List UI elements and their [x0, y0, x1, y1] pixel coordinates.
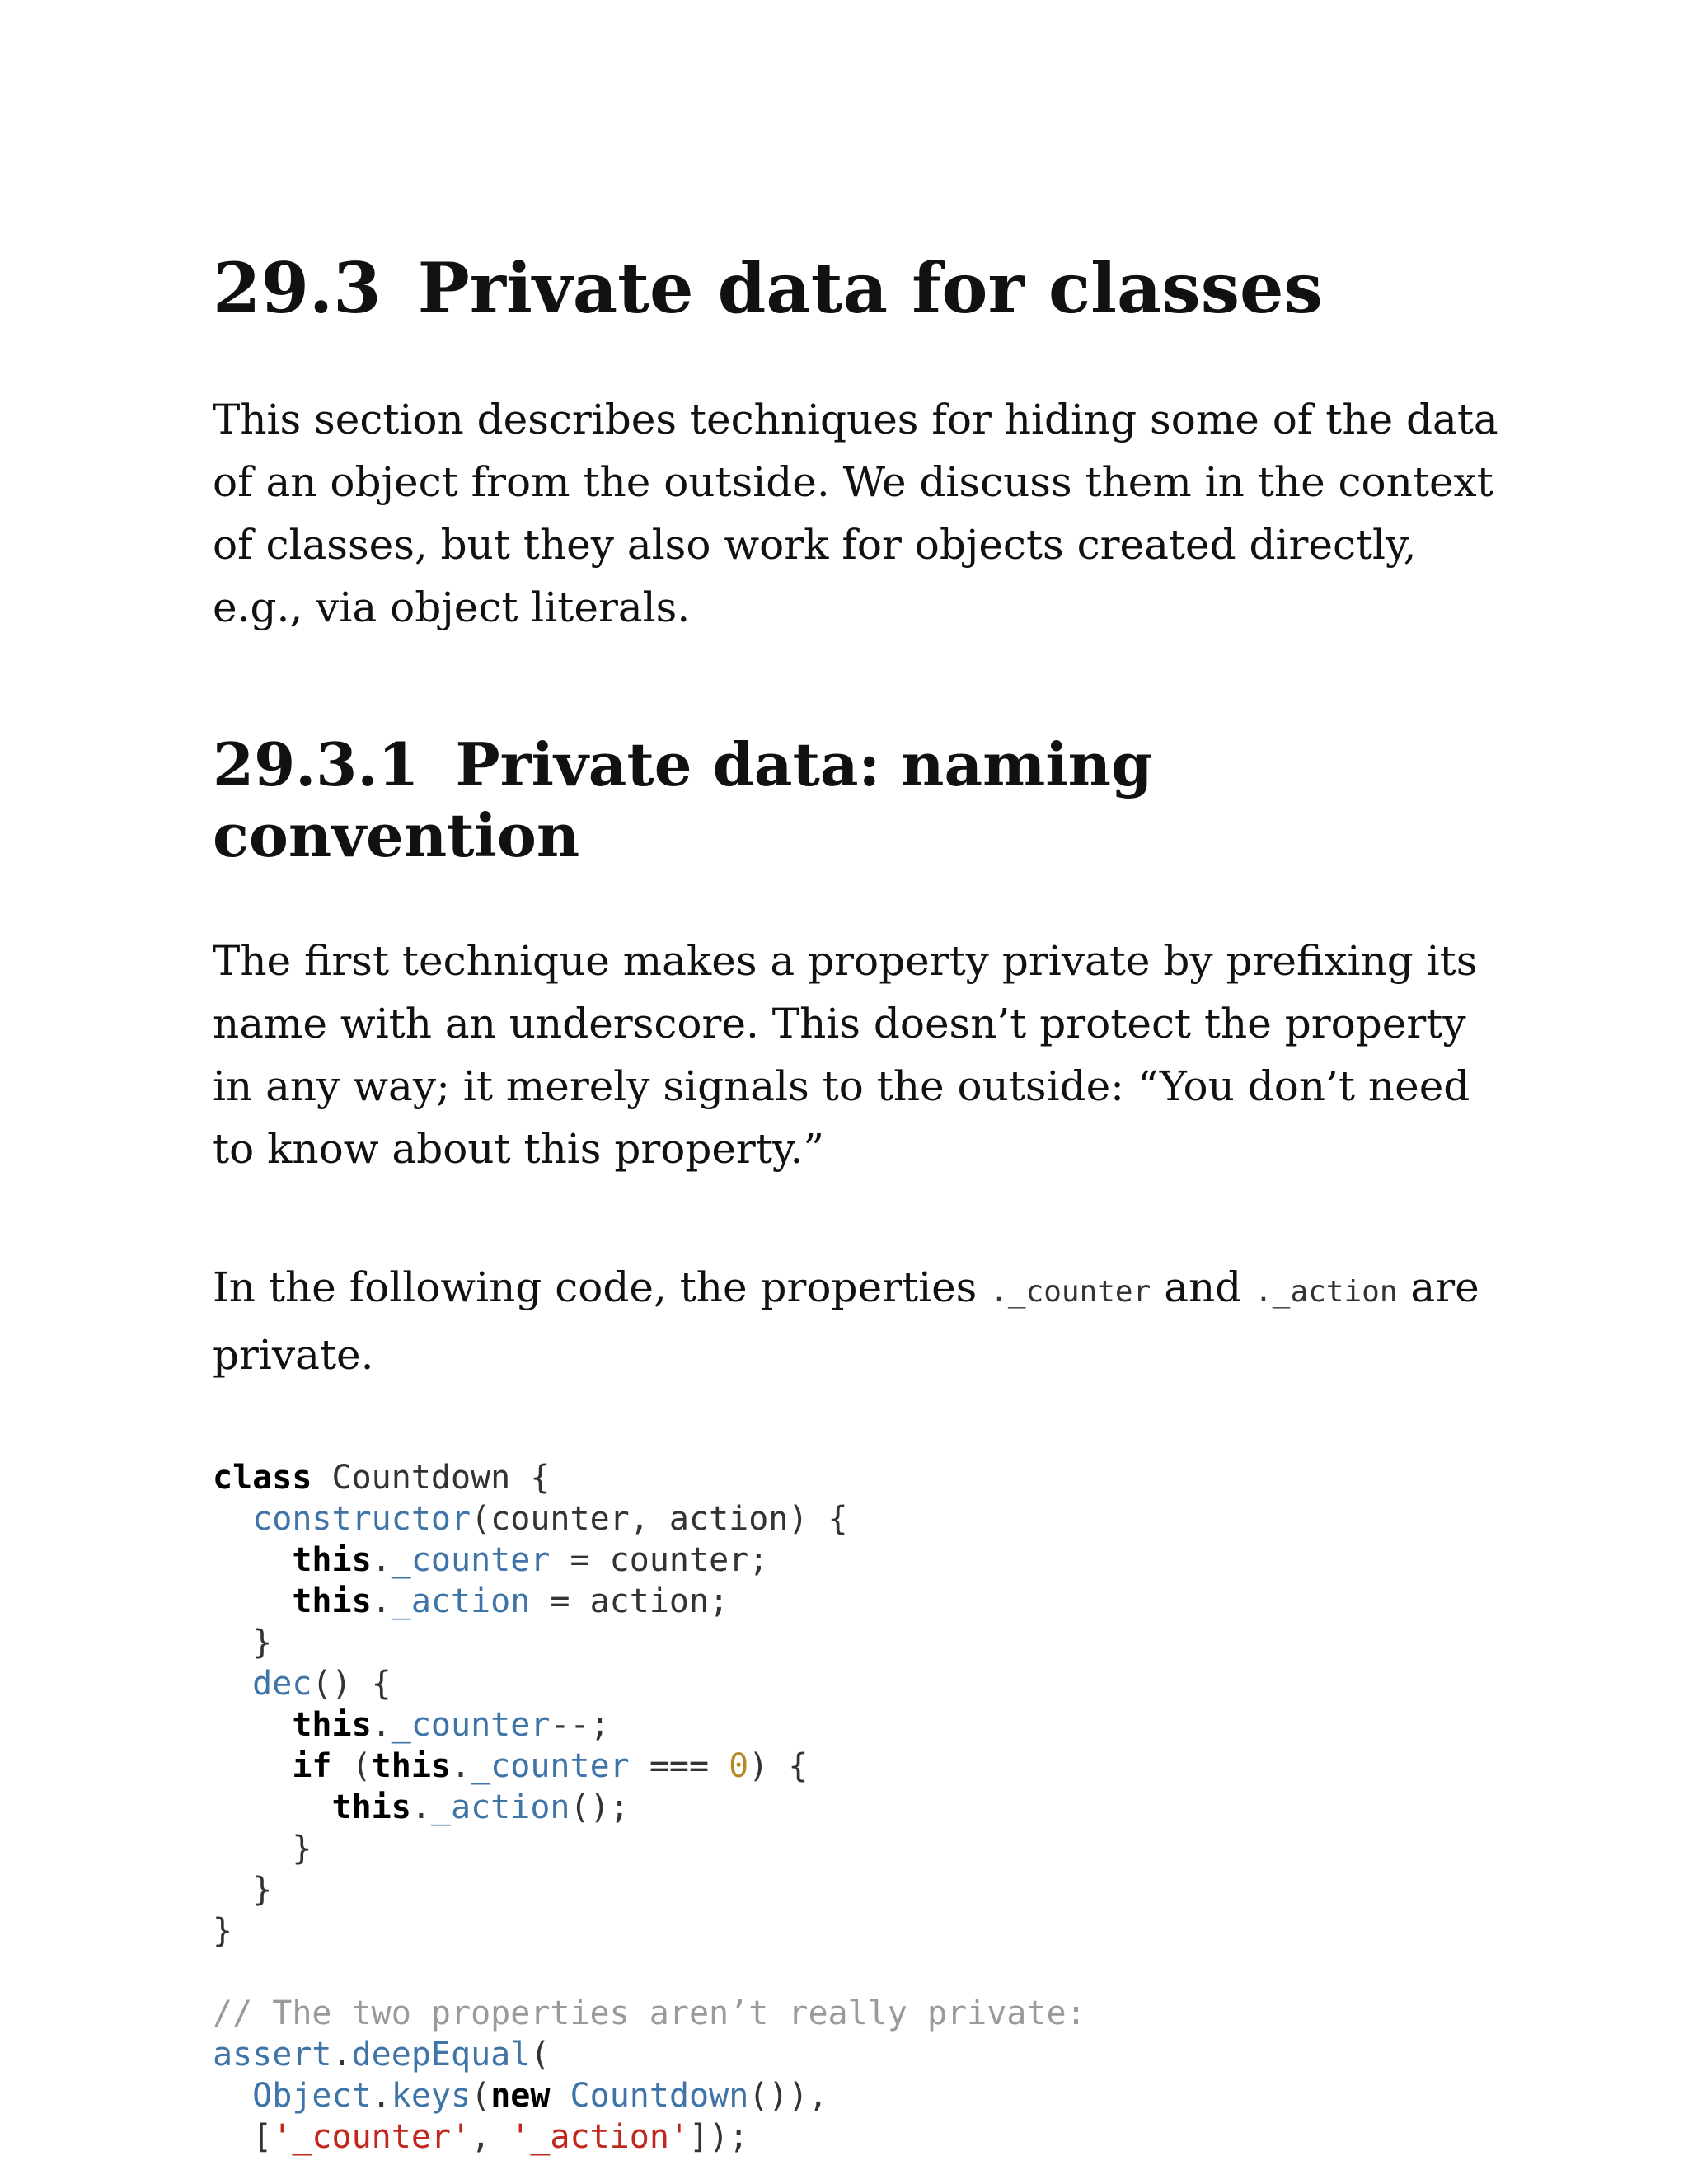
page-content	[213, 247, 1498, 2158]
code-line: }	[213, 1623, 273, 1661]
code-line: }	[213, 1829, 312, 1868]
code-line: this._action = action;	[292, 1582, 729, 1620]
code-line: this._action();	[331, 1788, 630, 1826]
code-line: ['_counter', '_action']);	[213, 2117, 749, 2156]
code-line: class Countdown {	[213, 1458, 551, 1497]
code-line: constructor(counter, action) {	[252, 1499, 848, 1538]
code-line: }	[213, 1911, 233, 1950]
section-heading	[213, 247, 1498, 330]
code-line: assert.deepEqual(	[213, 2035, 551, 2074]
code-line: this._counter--;	[292, 1705, 610, 1744]
code-line: Object.keys(new Countdown()),	[252, 2076, 828, 2115]
subsection-heading	[213, 729, 1498, 872]
section-number: 29.3	[213, 247, 382, 329]
code-intro-text-middle: and	[1151, 1263, 1255, 1311]
naming-convention-paragraph: The first technique makes a property private by prefixing its name with an underscore. This doesn’t protect the property in any way; it merely signals to the outside: “You don’t need to know about this property.”	[213, 936, 1478, 1173]
subsection-number: 29.3.1	[213, 729, 420, 799]
inline-code-action: ._action	[1254, 1274, 1398, 1309]
section-title: Private data for classes	[417, 247, 1323, 329]
subsection-title: Private data: naming convention	[213, 729, 1153, 871]
code-line: dec() {	[252, 1664, 392, 1703]
code-line: if (this._counter === 0) {	[292, 1746, 809, 1785]
code-line: // The two properties aren’t really private:	[213, 1994, 1086, 2032]
code-block	[213, 1457, 1498, 2158]
code-line: }	[213, 1870, 273, 1909]
code-line: this._counter = counter;	[292, 1540, 769, 1579]
section-intro-paragraph: This section describes techniques for hiding some of the data of an object from the outside. We discuss them in the context of classes, but they also work for objects created directly, e.g., via object literals.	[213, 395, 1498, 631]
inline-code-counter: ._counter	[990, 1274, 1151, 1309]
code-line	[213, 1952, 1498, 1993]
code-intro-paragraph	[213, 1256, 1498, 1386]
code-intro-text-after: are private.	[213, 1263, 1479, 1379]
code-intro-text-before: In the following code, the properties	[213, 1263, 991, 1311]
